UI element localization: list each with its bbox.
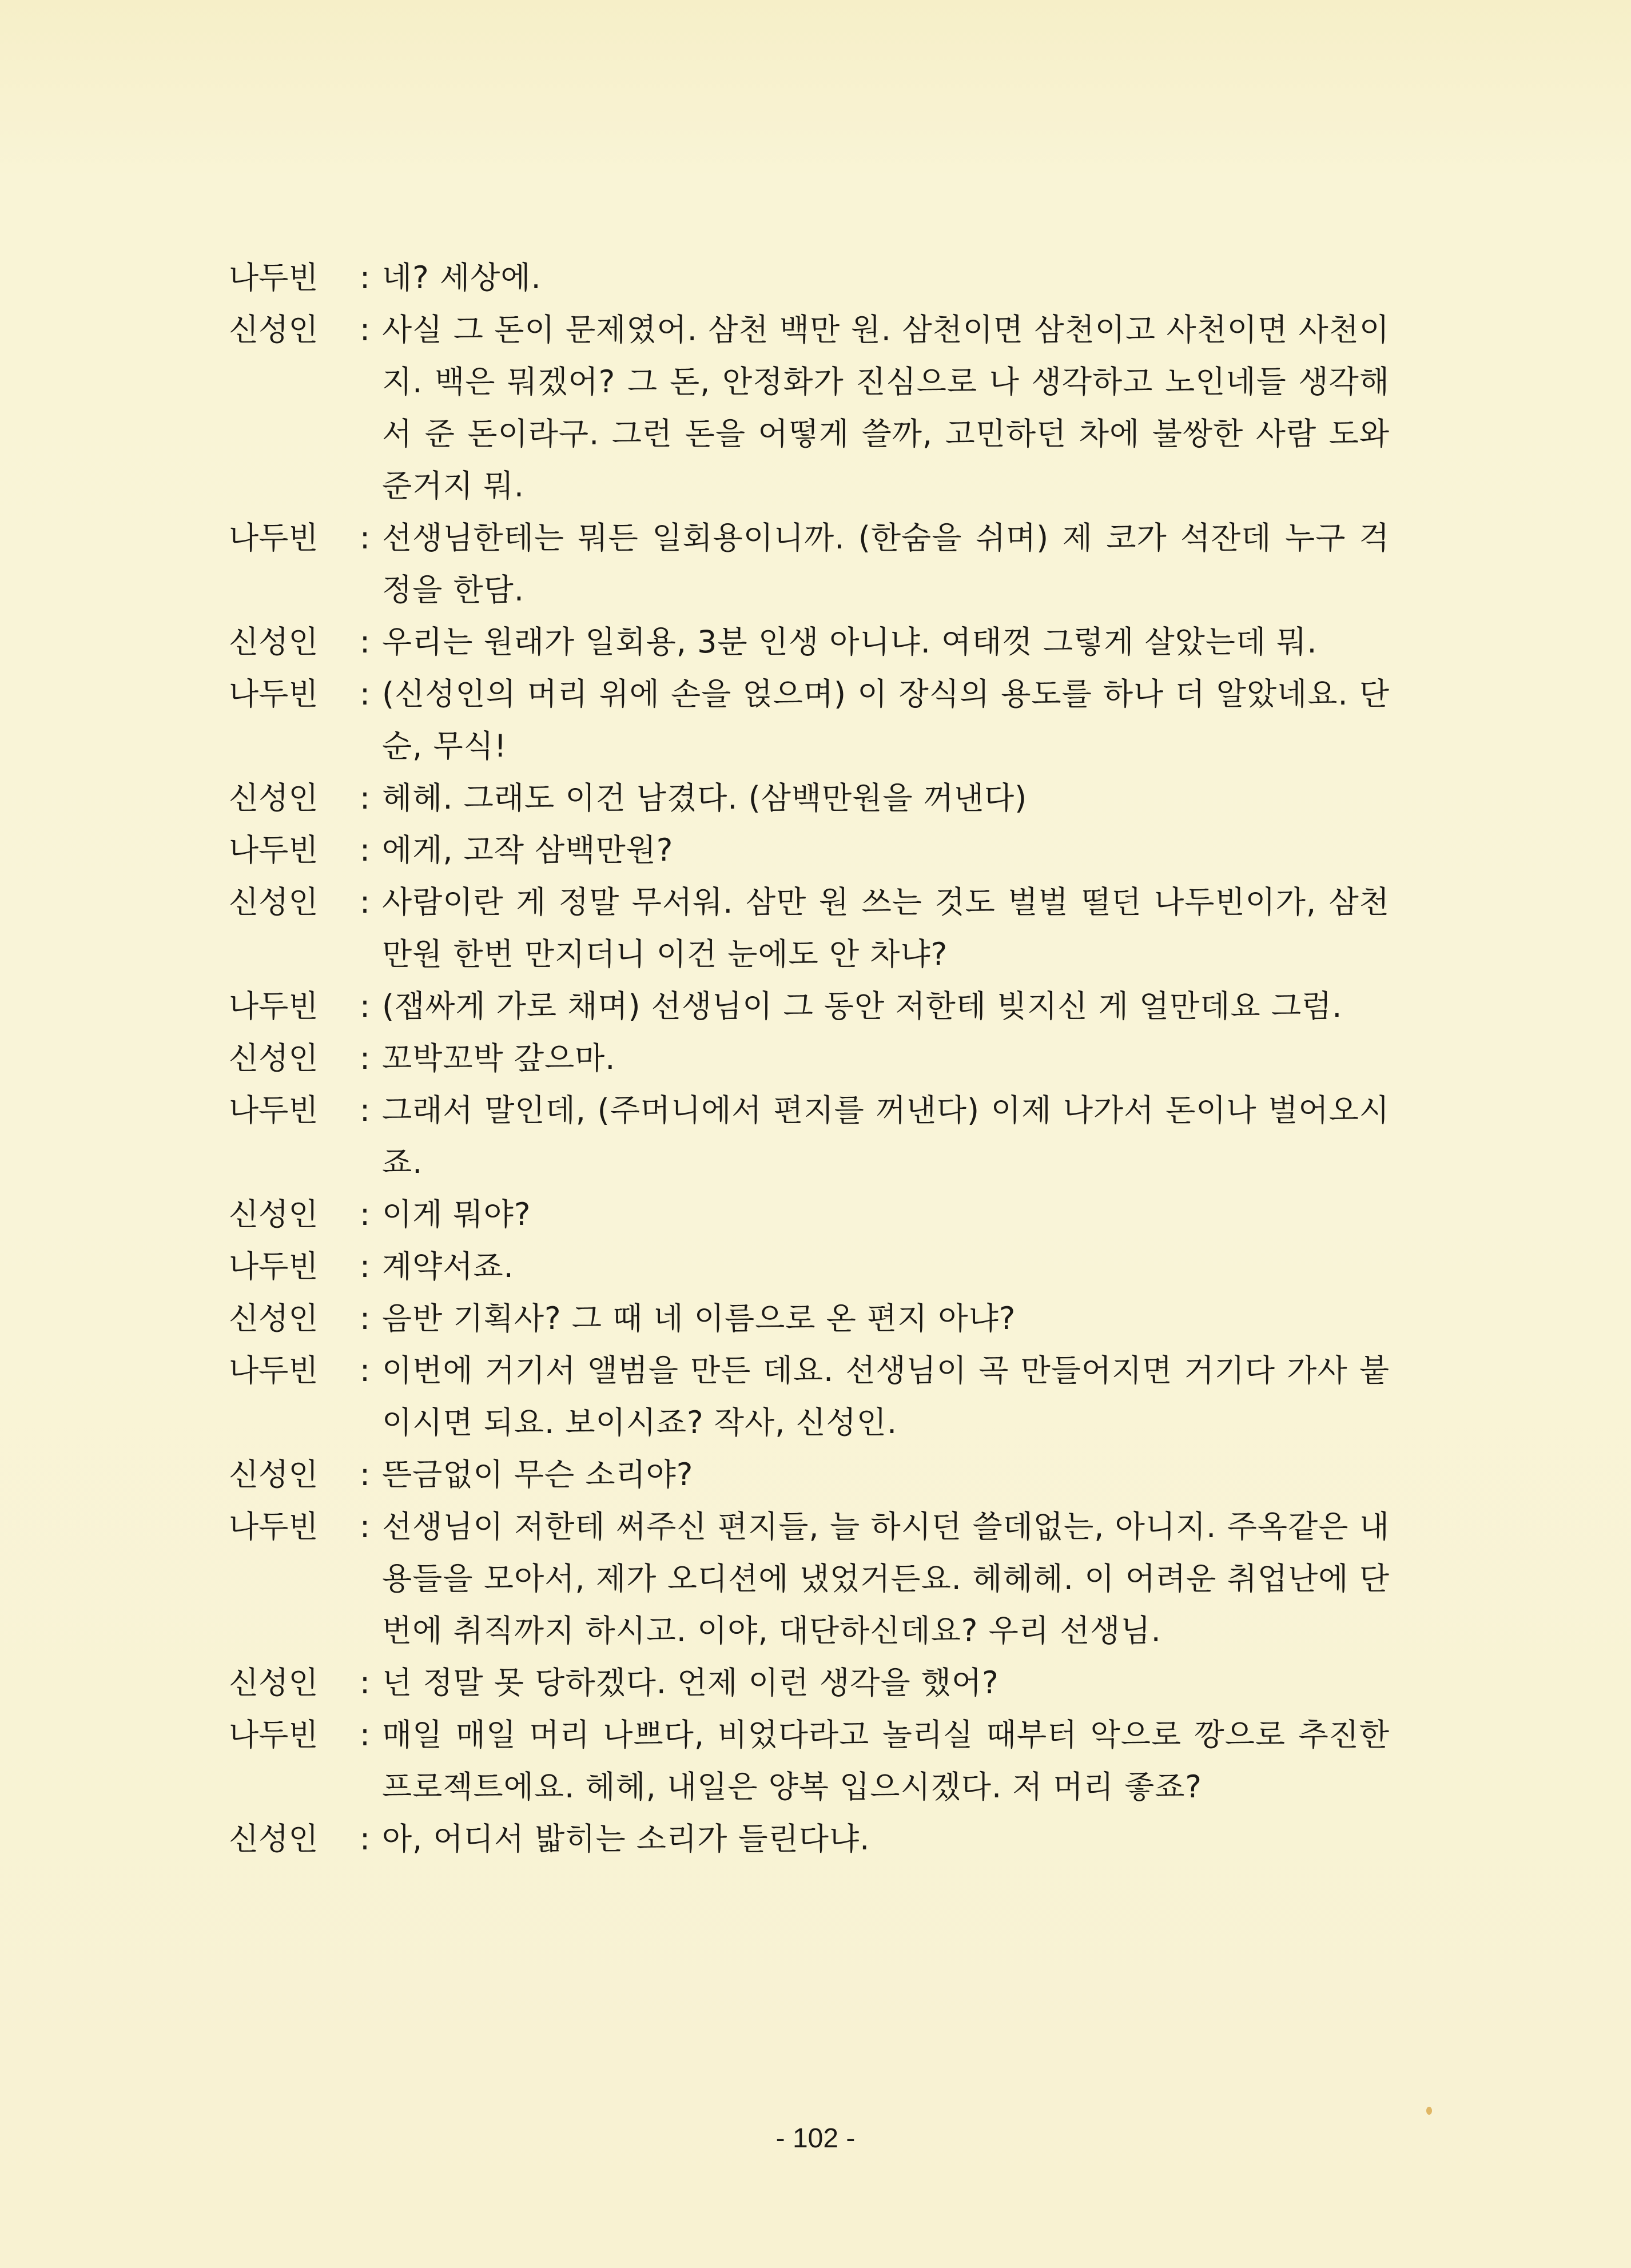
speech-text: 음반 기획사? 그 때 네 이름으로 온 편지 아냐?	[382, 1300, 1016, 1336]
speaker-colon: :	[359, 1509, 371, 1545]
dialogue-line	[229, 512, 1390, 616]
speech-text: 뜬금없이 무슨 소리야?	[382, 1457, 694, 1493]
dialogue-line	[229, 1344, 1390, 1449]
speaker-name: 신성인	[229, 1196, 319, 1232]
speaker-colon: :	[359, 1196, 371, 1232]
dialogue-line	[229, 1501, 1390, 1657]
speech-text: 이번에 거기서 앨범을 만든 데요. 선생님이 곡 만들어지면 거기다 가사 붙이시면 되요. 보이시죠? 작사, 신성인.	[382, 1352, 1390, 1441]
dialogue-line	[229, 1657, 1390, 1709]
speaker-name: 나두빈	[229, 832, 319, 868]
dialogue-line	[229, 1292, 1390, 1344]
speech-text: 사람이란 게 정말 무서워. 삼만 원 쓰는 것도 벌벌 떨던 나두빈이가, 삼천만원 한번 만지더니 이건 눈에도 안 차냐?	[382, 884, 1390, 972]
speaker-colon: :	[359, 1040, 371, 1076]
speaker-name: 나두빈	[229, 1248, 319, 1284]
dialogue-line	[229, 1188, 1390, 1240]
speech-text: (잽싸게 가로 채며) 선생님이 그 동안 저한테 빚지신 게 얼만데요 그럼.	[382, 988, 1343, 1024]
speaker-colon: :	[359, 1717, 371, 1753]
speech-text: 사실 그 돈이 문제였어. 삼천 백만 원. 삼천이면 삼천이고 사천이면 사천이지. 백은 뭐겠어? 그 돈, 안정화가 진심으로 나 생각하고 노인네들 생각해서 준 돈이라구. 그런 돈을 어떻게 쓸까, 고민하던 차에 불쌍한 사람 도와 준거지 뭐.	[382, 312, 1390, 504]
dialogue-line	[229, 772, 1390, 824]
dialogue-line	[229, 668, 1390, 772]
speaker-name: 신성인	[229, 1821, 319, 1857]
speech-text: 우리는 원래가 일회용, 3분 인생 아니냐. 여태껏 그렇게 살았는데 뭐.	[382, 624, 1318, 660]
dialogue-line	[229, 1709, 1390, 1813]
dialogue-line	[229, 824, 1390, 876]
speaker-colon: :	[359, 1821, 371, 1857]
speaker-colon: :	[359, 624, 371, 660]
speech-text: 매일 매일 머리 나쁘다, 비었다라고 놀리실 때부터 악으로 깡으로 추진한 프로젝트에요. 헤헤, 내일은 양복 입으시겠다. 저 머리 좋죠?	[382, 1717, 1390, 1805]
speaker-colon: :	[359, 260, 371, 296]
speaker-name: 나두빈	[229, 1352, 319, 1388]
speech-text: 네? 세상에.	[382, 260, 542, 296]
speech-text: 선생님한테는 뭐든 일회용이니까. (한숨을 쉬며) 제 코가 석잔데 누구 걱정을 한담.	[382, 520, 1390, 608]
speaker-name: 나두빈	[229, 988, 319, 1024]
speaker-colon: :	[359, 1457, 371, 1493]
speaker-colon: :	[359, 312, 371, 348]
speech-text: 에게, 고작 삼백만원?	[382, 832, 674, 868]
speech-text: 선생님이 저한테 써주신 편지들, 늘 하시던 쓸데없는, 아니지. 주옥같은 내용들을 모아서, 제가 오디션에 냈었거든요. 헤헤헤. 이 어려운 취업난에 단번에 취직까지 하시고. 이야, 대단하신데요? 우리 선생님.	[382, 1509, 1390, 1649]
speaker-name: 나두빈	[229, 1509, 319, 1545]
speaker-colon: :	[359, 1092, 371, 1128]
speech-text: 넌 정말 못 당하겠다. 언제 이런 생각을 했어?	[382, 1665, 999, 1701]
dialogue-line	[229, 1240, 1390, 1292]
speaker-name: 나두빈	[229, 260, 319, 296]
dialogue-block	[229, 252, 1390, 1865]
page-number: - 102 -	[775, 2123, 856, 2154]
speaker-name: 나두빈	[229, 520, 319, 556]
speaker-name: 나두빈	[229, 1717, 319, 1753]
speech-text: (신성인의 머리 위에 손을 얹으며) 이 장식의 용도를 하나 더 알았네요. 단순, 무식!	[382, 676, 1390, 764]
dialogue-line	[229, 980, 1390, 1032]
dialogue-line	[229, 1449, 1390, 1501]
speaker-colon: :	[359, 520, 371, 556]
dialogue-line	[229, 304, 1390, 512]
speaker-name: 신성인	[229, 780, 319, 816]
speech-text: 계약서죠.	[382, 1248, 514, 1284]
speaker-colon: :	[359, 1300, 371, 1336]
speaker-name: 신성인	[229, 1665, 319, 1701]
speaker-colon: :	[359, 676, 371, 712]
speech-text: 헤헤. 그래도 이건 남겼다. (삼백만원을 꺼낸다)	[382, 780, 1028, 816]
speaker-name: 나두빈	[229, 676, 319, 712]
paper-stain	[1426, 2107, 1432, 2115]
dialogue-line	[229, 252, 1390, 304]
speaker-name: 신성인	[229, 624, 319, 660]
speech-text: 그래서 말인데, (주머니에서 편지를 꺼낸다) 이제 나가서 돈이나 벌어오시죠.	[382, 1092, 1390, 1180]
dialogue-line	[229, 1032, 1390, 1084]
speaker-colon: :	[359, 1665, 371, 1701]
speaker-colon: :	[359, 884, 371, 920]
speaker-name: 신성인	[229, 312, 319, 348]
speaker-name: 신성인	[229, 1457, 319, 1493]
speaker-name: 신성인	[229, 1300, 319, 1336]
dialogue-line	[229, 1084, 1390, 1188]
speaker-name: 나두빈	[229, 1092, 319, 1128]
speaker-colon: :	[359, 1352, 371, 1388]
speaker-colon: :	[359, 1248, 371, 1284]
speaker-colon: :	[359, 988, 371, 1024]
speaker-name: 신성인	[229, 1040, 319, 1076]
speaker-colon: :	[359, 832, 371, 868]
speaker-colon: :	[359, 780, 371, 816]
dialogue-line	[229, 1813, 1390, 1865]
dialogue-line	[229, 616, 1390, 668]
dialogue-line	[229, 876, 1390, 980]
speaker-name: 신성인	[229, 884, 319, 920]
speech-text: 아, 어디서 밟히는 소리가 들린다냐.	[382, 1821, 870, 1857]
speech-text: 꼬박꼬박 갚으마.	[382, 1040, 616, 1076]
speech-text: 이게 뭐야?	[382, 1196, 531, 1232]
